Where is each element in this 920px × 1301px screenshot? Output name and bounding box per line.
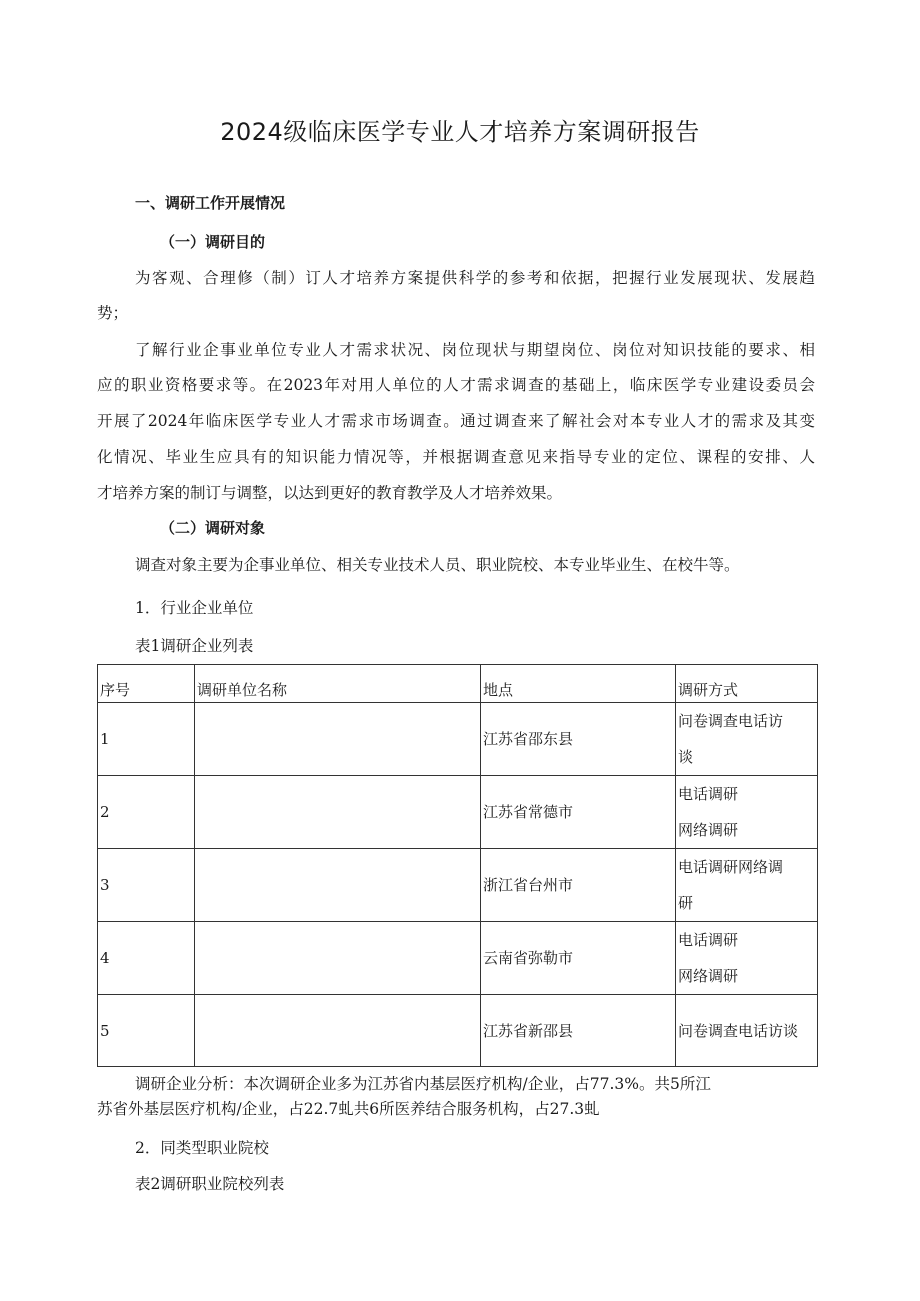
purpose-paragraph-2-line-3: 开展了2024年临床医学专业人才需求市场调查。通过调查来了解社会对本专业人才的需求及其变	[97, 412, 815, 430]
document-title: 2024级临床医学专业人才培养方案调研报告	[220, 118, 700, 146]
table2-caption: 表2调研职业院校列表	[135, 1175, 285, 1193]
row-number: 1	[98, 703, 195, 776]
item-heading-vocational-colleges: 2．同类型职业院校	[135, 1139, 269, 1157]
table1-caption: 表1调研企业列表	[135, 637, 254, 655]
table-header-row	[98, 665, 818, 703]
survey-method-line: 谈	[678, 748, 694, 766]
row-number: 2	[98, 776, 195, 849]
table-row	[98, 776, 818, 849]
location: 浙江省台州市	[481, 849, 676, 922]
survey-method-line: 电话调研	[678, 931, 739, 949]
table-row	[98, 703, 818, 776]
row-number: 5	[98, 995, 195, 1067]
subsection-heading-objects: （二）调研对象	[160, 519, 266, 537]
survey-method	[676, 922, 818, 995]
row-number: 3	[98, 849, 195, 922]
survey-method	[676, 995, 818, 1067]
unit-name	[195, 849, 481, 922]
location: 江苏省常德市	[481, 776, 676, 849]
purpose-paragraph-2-line-4: 化情况、毕业生应具有的知识能力情况等，并根据调查意见来指导专业的定位、课程的安排、人	[97, 448, 815, 466]
enterprise-survey-table	[97, 664, 818, 1067]
unit-name	[195, 922, 481, 995]
survey-method	[676, 849, 818, 922]
survey-method	[676, 776, 818, 849]
analysis-line-1: 调研企业分析：本次调研企业多为江苏省内基层医疗机构/企业，占77.3%。共5所江	[135, 1075, 711, 1093]
table-header-cell: 调研单位名称	[195, 665, 481, 703]
analysis-line-2: 苏省外基层医疗机构/企业，占22.7虬共6所医养结合服务机构，占27.3虬	[97, 1100, 600, 1118]
survey-method-line: 问卷调查电话访	[678, 712, 784, 730]
survey-method-line: 研	[678, 894, 694, 912]
table-row	[98, 995, 818, 1067]
unit-name	[195, 776, 481, 849]
purpose-paragraph-2-line-2: 应的职业资格要求等。在2023年对用人单位的人才需求调查的基础上，临床医学专业建设委员会	[97, 376, 815, 394]
purpose-paragraph-2-line-1: 了解行业企事业单位专业人才需求状况、岗位现状与期望岗位、岗位对知识技能的要求、相	[135, 341, 815, 359]
survey-method-line: 网络调研	[678, 821, 739, 839]
purpose-paragraph-2-line-5: 才培养方案的制订与调整，以达到更好的教育教学及人才培养效果。	[97, 484, 563, 502]
subsection-heading-purpose: （一）调研目的	[160, 233, 266, 251]
section-heading-research-work: 一、调研工作开展情况	[135, 194, 286, 212]
table-header-cell: 地点	[481, 665, 676, 703]
table-header-cell: 序号	[98, 665, 195, 703]
survey-method-line: 网络调研	[678, 967, 739, 985]
survey-method-line: 问卷调查电话访谈	[678, 1021, 799, 1040]
location: 江苏省邵东县	[481, 703, 676, 776]
survey-method	[676, 703, 818, 776]
location: 江苏省新邵县	[481, 995, 676, 1067]
survey-method-line: 电话调研	[678, 785, 739, 803]
purpose-paragraph-1-line-2: 势；	[97, 304, 129, 322]
unit-name	[195, 995, 481, 1067]
table-row	[98, 922, 818, 995]
objects-paragraph: 调查对象主要为企事业单位、相关专业技术人员、职业院校、本专业毕业生、在校牛等。	[135, 556, 740, 574]
location: 云南省弥勒市	[481, 922, 676, 995]
item-heading-enterprises: 1．行业企业单位	[135, 599, 254, 617]
table-header-cell: 调研方式	[676, 665, 818, 703]
survey-method-line: 电话调研网络调	[678, 858, 784, 876]
purpose-paragraph-1-line-1: 为客观、合理修（制）订人才培养方案提供科学的参考和依据，把握行业发展现状、发展趋	[135, 269, 815, 287]
row-number: 4	[98, 922, 195, 995]
table-row	[98, 849, 818, 922]
unit-name	[195, 703, 481, 776]
